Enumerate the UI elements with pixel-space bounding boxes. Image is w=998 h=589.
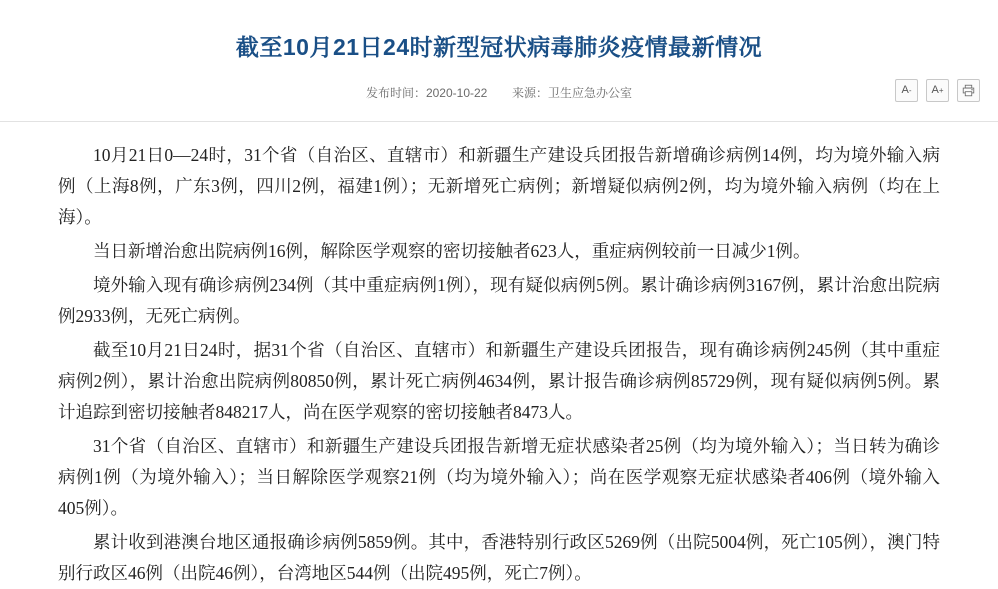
decrease-font-button[interactable]: [895, 79, 918, 102]
article-toolbar: [895, 79, 980, 102]
article-page: [0, 15, 998, 585]
increase-font-sign: +: [938, 85, 944, 95]
article-paragraph: 累计收到港澳台地区通报确诊病例5859例。其中，香港特别行政区5269例（出院5004例，死亡105例），澳门特别行政区46例（出院46例），台湾地区544例（出院495例，死亡7例）。: [58, 532, 940, 584]
increase-font-button[interactable]: [926, 79, 949, 102]
meta-text: [0, 83, 998, 103]
article-paragraph: 当日新增治愈出院病例16例，解除医学观察的密切接触者623人，重症病例较前一日减少1例。: [93, 241, 811, 262]
source-value: 卫生应急办公室: [548, 86, 633, 101]
publish-time-label: 发布时间：: [365, 86, 426, 101]
increase-font-label: A: [931, 84, 939, 97]
printer-icon: [962, 84, 975, 97]
source-label: 来源：: [512, 86, 549, 101]
page-title: 截至10月21日24时新型冠状病毒肺炎疫情最新情况: [235, 34, 763, 61]
article-paragraph: 10月21日0—24时，31个省（自治区、直辖市）和新疆生产建设兵团报告新增确诊病例14例，均为境外输入病例（上海8例，广东3例，四川2例，福建1例）；无新增死亡病例；新增疑似病例2例，均为境外输入病例（均在上海）。: [58, 145, 940, 228]
decrease-font-label: A: [901, 84, 909, 97]
decrease-font-sign: -: [908, 85, 912, 95]
publish-time-value: 2020-10-22: [425, 86, 488, 101]
article-paragraph: 境外输入现有确诊病例234例（其中重症病例1例），现有疑似病例5例。累计确诊病例3167例，累计治愈出院病例2933例，无死亡病例。: [58, 275, 940, 327]
article-body: [0, 122, 998, 589]
article-paragraph: 截至10月21日24时，据31个省（自治区、直辖市）和新疆生产建设兵团报告，现有确诊病例245例（其中重症病例2例），累计治愈出院病例80850例，累计死亡病例4634例，累计报告确诊病例85729例，现有疑似病例5例。累计追踪到密切接触者848217人，尚在医学观察的密切接触者8473人。: [58, 340, 940, 423]
print-button[interactable]: [957, 79, 980, 102]
article-paragraph: 31个省（自治区、直辖市）和新疆生产建设兵团报告新增无症状感染者25例（均为境外输入）；当日转为确诊病例1例（为境外输入）；当日解除医学观察21例（均为境外输入）；尚在医学观察无症状感染者406例（境外输入405例）。: [58, 436, 940, 519]
article-meta: [0, 83, 998, 111]
